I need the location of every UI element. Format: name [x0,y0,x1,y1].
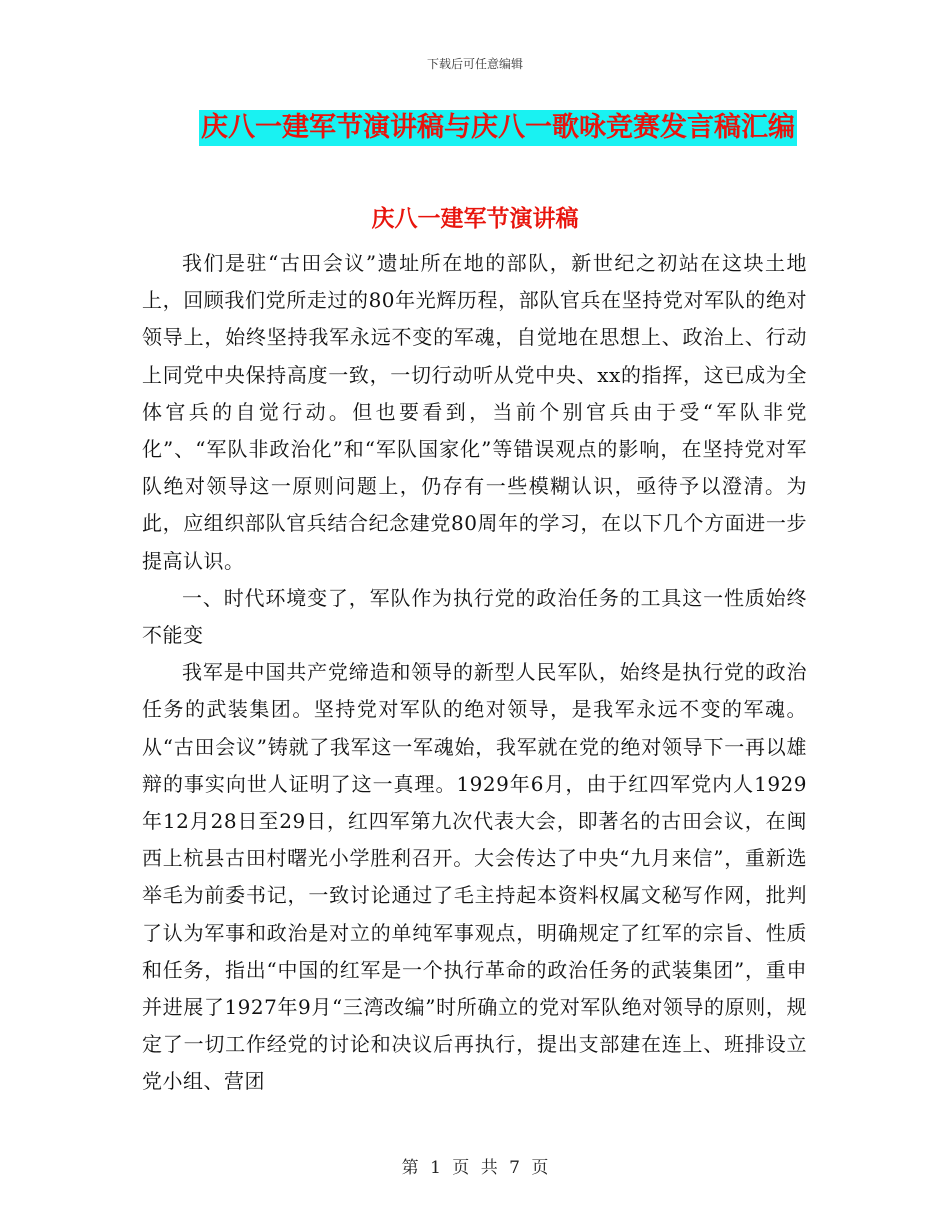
paragraph-intro: 我们是驻“古田会议”遗址所在地的部队，新世纪之初站在这块土地上，回顾我们党所走过的80年光辉历程，部队官兵在坚持党对军队的绝对领导上，始终坚持我军永远不变的军魂，自觉地在思想上、政治上、行动上同党中央保持高度一致，一切行动听从党中央、xx的指挥，这已成为全体官兵的自觉行动。但也要看到，当前个别官兵由于受“军队非党化”、“军队非政治化”和“军队国家化”等错误观点的影响，在坚持党对军队绝对领导这一原则问题上，仍存有一些模糊认识，亟待予以澄清。为此，应组织部队官兵结合纪念建党80周年的学习，在以下几个方面进一步提高认识。 [142,251,807,573]
page-number: 第 1 页 共 7 页 [401,1158,549,1178]
paragraph-heading-one: 一、时代环境变了，军队作为执行党的政治任务的工具这一性质始终不能变 [142,585,807,648]
header-note: 下载后可任意编辑 [426,57,523,71]
paragraph-history: 我军是中国共产党缔造和领导的新型人民军队，始终是执行党的政治任务的武装集团。坚持党对军队的绝对领导，是我军永远不变的军魂。从“古田会议”铸就了我军这一军魂始，我军就在党的绝对领导下一再以雄辩的事实向世人证明了这一真理。1929年6月，由于红四军党内人1929年12月28日至29日，红四军第九次代表大会，即著名的古田会议，在闽西上杭县古田村曙光小学胜利召开。大会传达了中央“九月来信”，重新选举毛为前委书记，一致讨论通过了毛主持起本资料权属文秘写作网，批判了认为军事和政治是对立的单纯军事观点，明确规定了红军的宗旨、性质和任务，指出“中国的红军是一个执行革命的政治任务的武装集团”，重申并进展了1927年9月“三湾改编”时所确立的党对军队绝对领导的原则，规定了一切工作经党的讨论和决议后再执行，提出支部建在连上、班排设立党小组、营团 [142,660,807,1094]
section-title: 庆八一建军节演讲稿 [371,206,579,232]
document-body [142,245,807,1101]
document-title: 庆八一建军节演讲稿与庆八一歌咏竞赛发言稿汇编 [199,110,797,146]
document-title-container [0,110,950,146]
